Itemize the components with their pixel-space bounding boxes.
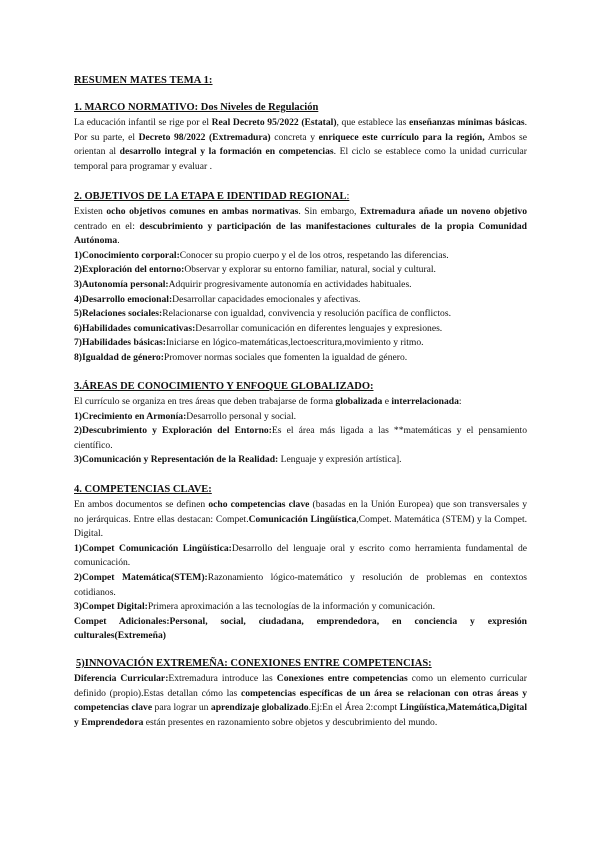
item-text: Conocer su propio cuerpo y el de los otros, respetando las diferencias. — [179, 249, 449, 261]
text-run: están presentes en razonamiento sobre objetos y descubrimiento del mundo. — [143, 716, 438, 728]
item-text: Iniciarse en lógico-matemáticas,lectoescritura,movimiento y ritmo. — [165, 337, 424, 349]
section-competencias — [74, 483, 527, 644]
section-areas — [74, 380, 527, 468]
section-paragraph — [74, 205, 527, 249]
item-label: 7)Habilidades básicas: — [74, 337, 166, 349]
bold-run: ocho objetivos comunes en ambas normativas — [106, 206, 299, 217]
list-item — [74, 322, 527, 337]
item-label: 1)Conocimiento corporal: — [74, 249, 180, 261]
section-heading: 3.ÁREAS DE CONOCIMIENTO Y ENFOQUE GLOBALIZADO: — [74, 381, 374, 392]
bold-run: descubrimiento y participación de las manifestaciones culturales de la propia Comunidad Autónoma — [74, 220, 527, 247]
bold-run: Diferencia Curricular: — [74, 673, 169, 684]
document-title: RESUMEN MATES TEMA 1: — [74, 75, 213, 86]
item-text: Es el área más ligada a las **matemáticas y el pensamiento científico. — [74, 425, 528, 451]
section-heading — [74, 190, 527, 204]
item-text: Desarrollo del lenguaje oral y escrito como herramienta fundamental de comunicación. — [74, 542, 527, 569]
list-item — [74, 293, 527, 308]
list-item — [74, 410, 527, 425]
text-run: En ambos documentos se definen — [74, 499, 209, 510]
section-innovacion — [74, 657, 527, 730]
list-item — [74, 600, 527, 615]
item-text: Desarrollar comunicación en diferentes lenguajes y expresiones. — [195, 322, 443, 334]
bold-run: competencias específicas de un área se relacionan con otras áreas y competencias clave — [74, 687, 528, 714]
section-heading: 4. COMPETENCIAS CLAVE: — [74, 484, 212, 495]
item-label: 3)Comunicación y Representación de la Realidad: — [74, 454, 279, 466]
text-run: . Sin embargo, — [298, 206, 360, 217]
text-run: e — [382, 396, 392, 407]
section-heading-text: 2. OBJETIVOS DE LA ETAPA E IDENTIDAD REGIONAL — [74, 191, 347, 202]
item-label: 8)Igualdad de género: — [74, 351, 164, 363]
bold-run: ocho competencias clave — [208, 499, 310, 510]
list-item — [74, 263, 527, 278]
item-text: Observar y explorar su entorno familiar, natural, social y cultural. — [184, 264, 436, 276]
list-item — [74, 278, 527, 293]
list-item — [74, 336, 527, 351]
section-objetivos — [74, 190, 527, 366]
list-item — [74, 542, 527, 571]
text-run: : — [458, 396, 462, 407]
list-item — [74, 453, 527, 468]
text-run: . Por su parte, el — [74, 117, 528, 143]
text-run: Ambos se orientan al — [74, 131, 527, 158]
bold-run: Extremadura añade un noveno objetivo — [360, 206, 527, 217]
text-run: Extremadura introduce las — [168, 673, 277, 684]
section-heading: 5)INNOVACIÓN EXTREMEÑA: CONEXIONES ENTRE COMPETENCIAS: — [76, 658, 432, 669]
section-paragraph — [74, 395, 527, 410]
item-label: 2)Descubrimiento y Exploración del Entorno: — [74, 425, 272, 437]
list-item — [74, 571, 527, 600]
section-paragraph — [74, 116, 527, 174]
bold-run: desarrollo integral y la formación en competencias — [119, 146, 334, 158]
text-run: El currículo se organiza en tres áreas que deben trabajarse de forma — [74, 396, 336, 407]
item-text: Promover normas sociales que fomenten la igualdad de género. — [163, 351, 408, 363]
bold-run: Lingüística,Matemática,Digital y Emprendedora — [74, 702, 527, 728]
item-label: 3)Autonomía personal: — [74, 278, 169, 290]
text-run: ,Compet. Matemática (STEM) y la Compet. Digital. — [74, 513, 528, 540]
item-text: Desarrollo personal y social. — [186, 410, 297, 422]
item-text: Relacionarse con igualdad, convivencia y resolución pacífica de conflictos. — [162, 308, 451, 320]
bold-run: aprendizaje globalizado — [210, 702, 309, 714]
bold-run: Comunicación Lingüística — [248, 513, 357, 525]
section-heading: 1. MARCO NORMATIVO: Dos Niveles de Regulación — [74, 102, 319, 113]
item-text: Primera aproximación a las tecnologías de la información y comunicación. — [147, 601, 435, 613]
bold-run: Decreto 98/2022 (Extremadura) — [138, 131, 271, 143]
bold-run: Real Decreto 95/2022 (Estatal) — [211, 117, 337, 128]
list-item — [74, 615, 527, 644]
text-run: Existen — [74, 206, 107, 217]
list-item — [74, 307, 527, 322]
section-marco-normativo — [74, 101, 527, 174]
item-text: Desarrollar capacidades emocionales y afectivas. — [172, 293, 361, 305]
text-run: centrado en el: — [74, 220, 140, 232]
list-item — [74, 351, 527, 366]
heading-suffix: : — [346, 191, 350, 202]
item-label: 5)Relaciones sociales: — [74, 308, 163, 320]
item-text: Lenguaje y expresión artística]. — [278, 454, 402, 466]
text-run: , que establece las — [336, 117, 410, 128]
list-item — [74, 249, 527, 264]
section-paragraph — [74, 498, 527, 542]
item-text: Adquirir progresivamente autonomía en actividades habituales. — [168, 278, 412, 290]
item-label: 1)Compet Comunicación Lingüística: — [74, 542, 232, 554]
item-text: Razonamiento lógico-matemático y resolución de problemas en contextos cotidianos. — [74, 571, 527, 598]
list-item — [74, 424, 527, 453]
item-label: 4)Desarrollo emocional: — [74, 293, 173, 305]
text-run: concreta y — [270, 131, 319, 143]
item-label: Compet Adicionales:Personal, social, ciudadana, emprendedora, en conciencia y expresión culturales(Extremeña) — [74, 615, 527, 642]
text-run: .Ej:En el Área 2:compt — [308, 702, 400, 714]
bold-run: Conexiones entre competencias — [276, 673, 408, 684]
text-run: (basadas en la Unión Europea) que son transversales y no jerárquicas. Entre ellas destacan: Compet. — [74, 499, 527, 525]
bold-run: enriquece este currículo para la región, — [318, 131, 485, 143]
item-label: 3)Compet Digital: — [74, 601, 148, 613]
item-label: 2)Exploración del entorno: — [74, 264, 185, 276]
text-run: La educación infantil se rige por el — [74, 117, 212, 128]
bold-run: interrelacionada — [391, 396, 459, 407]
bold-run: globalizada — [335, 396, 383, 407]
item-label: 2)Compet Matemática(STEM): — [74, 571, 208, 583]
section-paragraph — [74, 672, 527, 730]
text-run: . El ciclo se establece como la unidad curricular temporal para programar y evaluar . — [74, 146, 527, 172]
text-run: . — [117, 235, 120, 247]
item-label: 6)Habilidades comunicativas: — [74, 322, 196, 334]
text-run: como un elemento curricular definido (propio).Estas detallan cómo las — [74, 673, 528, 699]
bold-run: enseñanzas mínimas básicas — [409, 117, 525, 128]
item-label: 1)Crecimiento en Armonía: — [74, 410, 187, 422]
text-run: para lograr un — [152, 702, 211, 714]
